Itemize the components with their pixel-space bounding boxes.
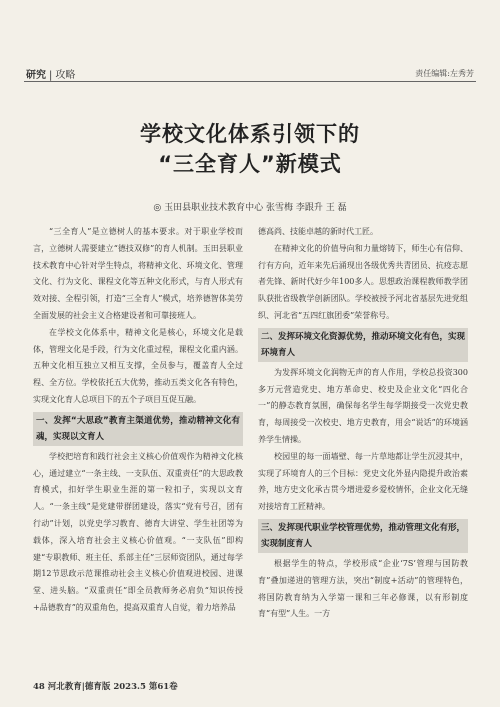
body-paragraph: 根据学生的特点，学校形成“企业‘7S’管理与国防教育”叠加递进的管理方法，突出“制度+活动”的管理特色，将国防教育纳为入学第一课和三年必修课，以有形制度育“有型”人生。一方 bbox=[258, 558, 468, 619]
category-label: 攻略 bbox=[55, 70, 76, 81]
section-separator: | bbox=[49, 70, 53, 81]
section-heading-3: 三、发挥现代职业学校管理优势，推动管理文化有形，实现制度育人 bbox=[258, 519, 468, 553]
editor-credit: 责任编辑:左秀芳 bbox=[415, 69, 474, 78]
section-heading-2: 二、发挥环境文化资源优势，推动环境文化有色，实现环境育人 bbox=[258, 328, 468, 362]
body-paragraph: 学校把培育和践行社会主义核心价值观作为精神文化核心，通过建立“一条主线、一支队伍、双重责任”的大思政教育模式，扣好学生职业生涯的第一粒扣子，实现以文育人。“一条主线”是党建带群团建设，落实“党有号召，团有行动”计划，以党史学习教育、德育大讲堂、学生社团等为载体，深入培育社会主义核心价值观。“一支队伍”即构建“专职教师、班主任、系部主任”三层师资团队，通过每学期12节思政示范课推动社会主义核心价值观进校园、进课堂、进头脑。“双重责任”即全员教师务必肩负“知识传授+品德教育”的双重角色，提高双重育人自觉，着力培养品 bbox=[33, 451, 243, 612]
body-paragraph: 校园里的每一面墙壁、每一片草地都让学生沉浸其中，实现了环境育人的三个目标：党史文化外显内隐提升政治素养，地方史文化承古贯今增进爱乡爱校情怀，企业文化无缝对接培育工匠精神。 bbox=[258, 451, 468, 512]
section-heading-1: 一、发挥“大思政”教育主渠道优势，推动精神文化有魂，实现以文育人 bbox=[33, 412, 243, 446]
body-paragraph: 在学校文化体系中，精神文化是核心，环境文化是载体，管理文化是手段，行为文化重过程，课程文化重内涵。五种文化相互独立又相互支撑，全员参与，覆盖育人全过程、全方位。学校依托五大优势，推动五类文化各有特色，实现文化育人总项目下的五个子项目互促互融。 bbox=[33, 327, 243, 404]
left-column bbox=[33, 224, 243, 617]
section-header bbox=[26, 66, 75, 81]
page-footer: 48 河北教育|德育版 2023.5 第61卷 bbox=[33, 682, 178, 692]
body-paragraph: “三全育人”是立德树人的基本要求。对于职业学校而言，立德树人需要建立“德技双修”的育人机制。玉田县职业技术教育中心针对学生特点，将精神文化、环境文化、管理文化、行为文化、课程文化等五种文化形式，与育人形式有效对接、全程引领，打造“三全育人”模式，培养德智体美劳全面发展的社会主义合格建设者和可靠接班人。 bbox=[33, 227, 243, 320]
section-label: 研究 bbox=[26, 70, 46, 81]
header-divider bbox=[24, 81, 476, 82]
article-title-line2: “三全育人”新模式 bbox=[158, 152, 342, 176]
author-byline: ◎ 玉田县职业技术教育中心 张雪梅 李跟升 王 磊 bbox=[153, 203, 347, 213]
article-title-line1: 学校文化体系引领下的 bbox=[140, 122, 360, 146]
body-paragraph: 为发挥环境文化润物无声的育人作用，学校总投资300多万元营造党史、地方革命史、校史及企业文化“四化合一”的静态教育氛围，确保每名学生每学期接受一次党史教育，每周接受一次校史、地方史教育，用会“说话”的环境涵养学生情操。 bbox=[258, 367, 468, 444]
body-paragraph: 在精神文化的价值导向和力量熔铸下，师生心有信仰、行有方向，近年来先后涌现出各级优秀共青团员、抗疫志愿者先锋、新时代好少年100多人。思想政治课程教师教学团队获批省级教学创新团队。学校被授予河北省基层先进党组织、河北省“五四红旗团委”荣誉称号。 bbox=[258, 243, 468, 320]
right-column bbox=[258, 224, 468, 623]
body-paragraph: 德高尚、技能卓越的新时代工匠。 bbox=[258, 227, 378, 236]
